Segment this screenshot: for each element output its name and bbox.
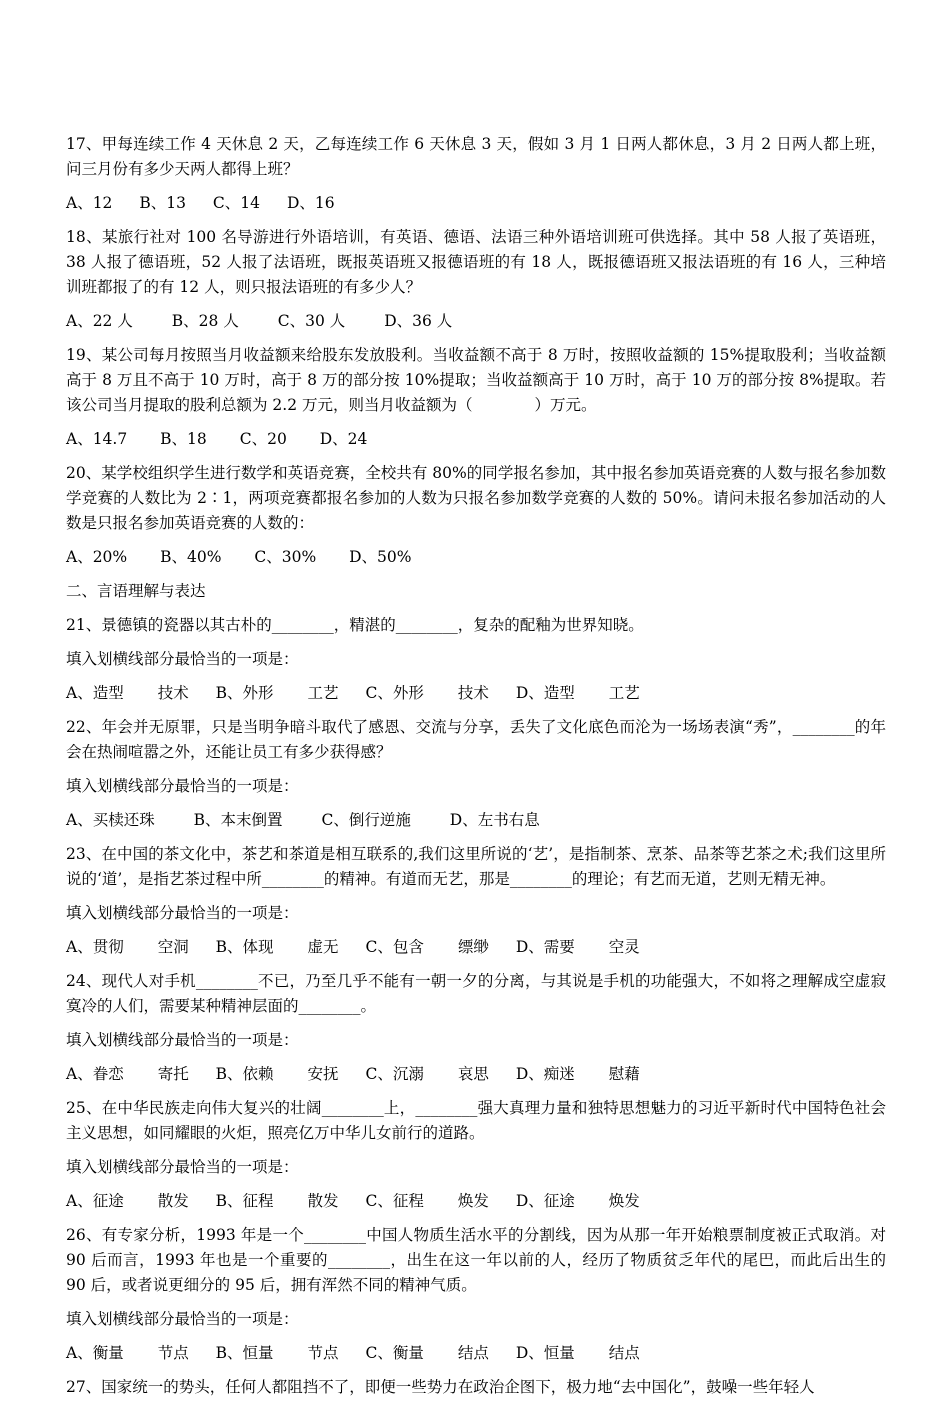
option-a[interactable] [66, 1062, 189, 1087]
option-word: D、需要 [515, 938, 575, 956]
option-word: 工艺 [608, 684, 640, 702]
option-b[interactable]: B、18 [160, 430, 207, 448]
option-a[interactable]: A、22 人 [66, 312, 133, 330]
option-a[interactable]: A、12 [66, 194, 113, 212]
question-17: 17、甲每连续工作 4 天休息 2 天，乙每连续工作 6 天休息 3 天，假如 3 月 1 日两人都休息，3 月 2 日两人都上班，问三月份有多少天两人都得上班？ [66, 135, 886, 178]
option-word: 技术 [157, 684, 189, 702]
option-word: C、包含 [365, 938, 424, 956]
option-word: 焕发 [608, 1192, 640, 1210]
option-d[interactable]: D、左书右息 [449, 811, 540, 829]
option-d[interactable] [516, 935, 640, 960]
option-c[interactable]: C、30 人 [277, 312, 346, 330]
option-c[interactable] [366, 1062, 489, 1087]
prompt-21: 填入划横线部分最恰当的一项是： [66, 650, 299, 668]
question-26: 26、有专家分析，1993 年是一个________中国人物质生活水平的分割线，因为从那一年开始粮票制度被正式取消。对 90 后而言，1993 年也是一个重要的________，出生在这一年以前的人，经历了物质贫乏年代的尾巴，而此后出生的 90 后，或者说更细分的 95 后，拥有浑然不同的精神气质。 [66, 1226, 886, 1294]
option-word: C、沉溺 [365, 1065, 424, 1083]
options-18 [66, 309, 886, 334]
option-word: A、衡量 [66, 1344, 124, 1362]
option-word: 工艺 [307, 684, 339, 702]
option-word: B、体现 [215, 938, 274, 956]
option-word: 散发 [307, 1192, 339, 1210]
question-20: 20、某学校组织学生进行数学和英语竞赛，全校共有 80%的同学报名参加，其中报名参加英语竞赛的人数与报名参加数学竞赛的人数比为 2∶1，两项竞赛都报名参加的人数为只报名参加数学竞赛的人数的 50%。请问未报名参加活动的人数是只报名参加英语竞赛的人数的： [66, 464, 886, 532]
option-a[interactable] [66, 1189, 189, 1214]
option-b[interactable] [216, 681, 339, 706]
option-d[interactable]: D、50% [349, 548, 412, 566]
option-word: 空洞 [157, 938, 189, 956]
option-word: 节点 [157, 1344, 189, 1362]
option-word: D、恒量 [515, 1344, 575, 1362]
option-d[interactable] [516, 1341, 640, 1366]
option-word: D、造型 [515, 684, 575, 702]
option-word: C、衡量 [365, 1344, 424, 1362]
option-word: B、依赖 [215, 1065, 274, 1083]
question-23: 23、在中国的茶文化中，茶艺和茶道是相互联系的,我们这里所说的‘艺’，是指制茶、烹茶、品茶等艺茶之术;我们这里所说的‘道’，是指艺茶过程中所________的精神。有道而无艺，那是________的理论；有艺而无道，艺则无精无神。 [66, 845, 886, 888]
prompt-26: 填入划横线部分最恰当的一项是： [66, 1310, 299, 1328]
options-19 [66, 427, 886, 452]
option-c[interactable] [366, 935, 489, 960]
option-word: 缥缈 [457, 938, 489, 956]
option-word: A、征途 [66, 1192, 124, 1210]
options-20 [66, 545, 886, 570]
options-21 [66, 681, 886, 706]
option-a[interactable] [66, 681, 189, 706]
option-d[interactable] [516, 1062, 640, 1087]
option-c[interactable]: C、30% [254, 548, 317, 566]
options-22 [66, 808, 886, 833]
option-b[interactable] [216, 1062, 339, 1087]
question-21: 21、景德镇的瓷器以其古朴的________，精湛的________，复杂的配釉为世界知晓。 [66, 616, 644, 634]
option-word: C、外形 [365, 684, 424, 702]
option-d[interactable]: D、36 人 [384, 312, 453, 330]
option-c[interactable]: C、20 [239, 430, 287, 448]
option-c[interactable] [366, 1341, 489, 1366]
option-d[interactable]: D、24 [319, 430, 368, 448]
option-b[interactable]: B、40% [160, 548, 222, 566]
options-24 [66, 1062, 886, 1087]
option-b[interactable]: B、28 人 [171, 312, 239, 330]
option-word: 焕发 [457, 1192, 489, 1210]
option-word: 安抚 [307, 1065, 339, 1083]
option-b[interactable]: B、本末倒置 [193, 811, 283, 829]
prompt-23: 填入划横线部分最恰当的一项是： [66, 904, 299, 922]
option-word: C、征程 [365, 1192, 424, 1210]
option-word: A、贯彻 [66, 938, 124, 956]
option-d[interactable] [516, 1189, 640, 1214]
question-18: 18、某旅行社对 100 名导游进行外语培训，有英语、德语、法语三种外语培训班可供选择。其中 58 人报了英语班，38 人报了德语班，52 人报了法语班，既报英语班又报德语班的有 18 人，既报德语班又报法语班的有 16 人，三种培训班都报了的有 12 人，则只报法语班的有多少人？ [66, 228, 886, 296]
option-d[interactable] [516, 681, 640, 706]
option-word: 结点 [608, 1344, 640, 1362]
options-17 [66, 191, 886, 216]
option-a[interactable]: A、14.7 [66, 430, 128, 448]
option-c[interactable] [366, 1189, 489, 1214]
option-a[interactable] [66, 935, 189, 960]
option-a[interactable]: A、买椟还珠 [66, 811, 155, 829]
question-25: 25、在中华民族走向伟大复兴的壮阔________上，________强大真理力量和独特思想魅力的习近平新时代中国特色社会主义思想，如同耀眼的火炬，照亮亿万中华儿女前行的道路。 [66, 1099, 886, 1142]
option-word: D、征途 [515, 1192, 575, 1210]
options-26 [66, 1341, 886, 1366]
option-word: 节点 [307, 1344, 339, 1362]
option-b[interactable]: B、13 [139, 194, 186, 212]
option-word: 结点 [457, 1344, 489, 1362]
option-b[interactable] [216, 1189, 339, 1214]
option-word: A、眷恋 [66, 1065, 124, 1083]
option-word: 寄托 [157, 1065, 189, 1083]
option-word: 散发 [157, 1192, 189, 1210]
option-word: B、征程 [215, 1192, 274, 1210]
option-c[interactable]: C、倒行逆施 [321, 811, 411, 829]
option-word: 慰藉 [608, 1065, 640, 1083]
option-word: B、外形 [215, 684, 274, 702]
option-word: 虚无 [307, 938, 339, 956]
option-word: D、痴迷 [515, 1065, 575, 1083]
options-23 [66, 935, 886, 960]
prompt-25: 填入划横线部分最恰当的一项是： [66, 1158, 299, 1176]
option-b[interactable] [216, 1341, 339, 1366]
option-b[interactable] [216, 935, 339, 960]
question-27: 27、国家统一的势头，任何人都阻挡不了，即便一些势力在政治企图下，极力地“去中国化”，鼓噪一些年轻人 [66, 1378, 815, 1396]
question-19: 19、某公司每月按照当月收益额来给股东发放股利。当收益额不高于 8 万时，按照收益额的 15%提取股利；当收益额高于 8 万且不高于 10 万时，高于 8 万的部分按 10%提取；当收益额高于 10 万时，高于 10 万的部分按 8%提取。若该公司当月提取的股利总额为 2.2 万元，则当月收益额为（ ）万元。 [66, 346, 886, 414]
option-a[interactable]: A、20% [66, 548, 128, 566]
option-a[interactable] [66, 1341, 189, 1366]
section-title: 二、言语理解与表达 [66, 582, 206, 600]
option-c[interactable]: C、14 [212, 194, 261, 212]
option-word: 空灵 [608, 938, 640, 956]
prompt-22: 填入划横线部分最恰当的一项是： [66, 777, 299, 795]
document-page [66, 132, 886, 1409]
option-word: 技术 [457, 684, 489, 702]
question-24: 24、现代人对手机________不已，乃至几乎不能有一朝一夕的分离，与其说是手机的功能强大，不如将之理解成空虚寂寞冷的人们，需要某种精神层面的________。 [66, 972, 886, 1015]
option-d[interactable]: D、16 [286, 194, 335, 212]
prompt-24: 填入划横线部分最恰当的一项是： [66, 1031, 299, 1049]
option-c[interactable] [366, 681, 489, 706]
question-22: 22、年会并无原罪，只是当明争暗斗取代了感恩、交流与分享，丢失了文化底色而沦为一场场表演“秀”，________的年会在热闹喧嚣之外，还能让员工有多少获得感？ [66, 718, 886, 761]
option-word: A、造型 [66, 684, 124, 702]
option-word: B、恒量 [215, 1344, 274, 1362]
option-word: 哀思 [457, 1065, 489, 1083]
options-25 [66, 1189, 886, 1214]
